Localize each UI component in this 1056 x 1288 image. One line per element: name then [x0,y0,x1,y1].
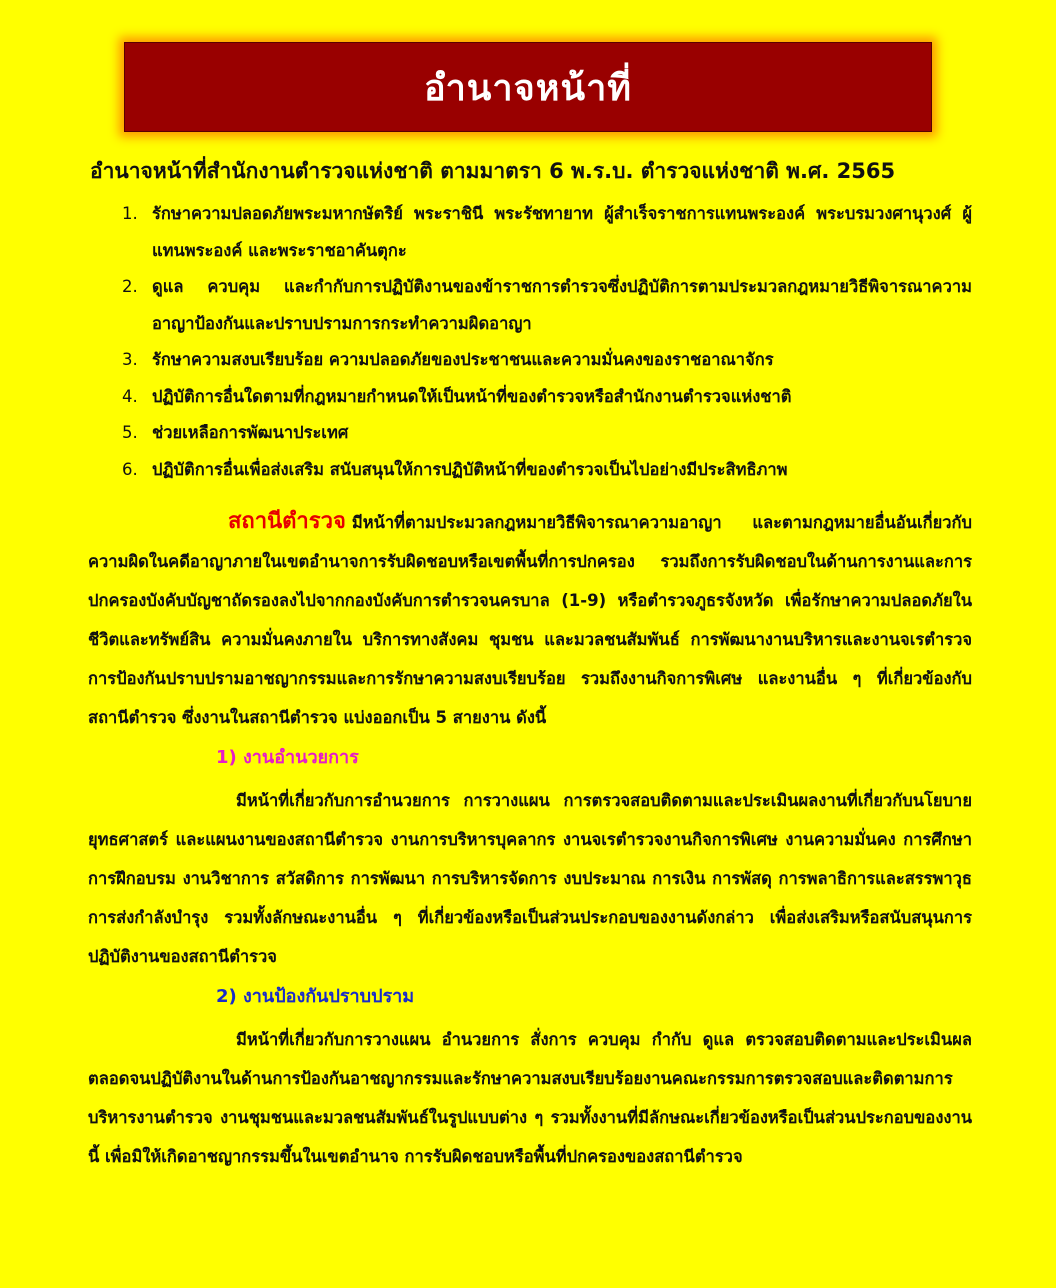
list-item: 2. ดูแล ควบคุม และกำกับการปฏิบัติงานของข้าราชการตำรวจซึ่งปฏิบัติการตามประมวลกฎหมายวิธีพิจารณาความอาญาป้องกันและปราบปรามการกระทำความผิดอาญา [122,277,972,333]
list-item: 4. ปฏิบัติการอื่นใดตามที่กฎหมายกำหนดให้เป็นหน้าที่ของตำรวจหรือสำนักงานตำรวจแห่งชาติ [122,386,792,406]
document-body [88,152,972,1176]
section-paragraph-prevention: มีหน้าที่เกี่ยวกับการวางแผน อำนวยการ สั่งการ ควบคุม กำกับ ดูแล ตรวจสอบติดตามและประเมินผล ตลอดจนปฏิบัติงานในด้านการป้องกันอาชญากรรมและรักษาความสงบเรียบร้อยงานคณะกรรมการตรวจสอบและติดตามการบริหารงานตำรวจ งานชุมชนและมวลชนสัมพันธ์ในรูปแบบต่าง ๆ รวมทั้งงานที่มีลักษณะเกี่ยวข้องหรือเป็นส่วนประกอบของงานนี้ เพื่อมิให้เกิดอาชญากรรมขึ้นในเขตอำนาจ การรับผิดชอบหรือพื้นที่ปกครองของสถานีตำรวจ [88,1030,972,1166]
list-item: 1. รักษาความปลอดภัยพระมหากษัตริย์ พระราชินี พระรัชทายาท ผู้สำเร็จราชการแทนพระองค์ พระบรมวงศานุวงศ์ ผู้แทนพระองค์ และพระราชอาคันตุกะ [122,204,972,260]
duties-list [88,196,972,488]
station-paragraph [88,502,972,737]
duties-heading: อำนาจหน้าที่สำนักงานตำรวจแห่งชาติ ตามมาตรา 6 พ.ร.บ. ตำรวจแห่งชาติ พ.ศ. 2565 [90,159,896,183]
list-item: 5. ช่วยเหลือการพัฒนาประเทศ [122,423,349,442]
title-banner [124,42,932,132]
list-item: 6. ปฏิบัติการอื่นเพื่อส่งเสริม สนับสนุนให้การปฏิบัติหน้าที่ของตำรวจเป็นไปอย่างมีประสิทธิภาพ [122,459,788,479]
section-title-admin: 1) งานอำนวยการ [216,747,359,768]
station-lead-word: สถานีตำรวจ [228,509,346,534]
station-text: มีหน้าที่ตามประมวลกฎหมายวิธีพิจารณาความอาญา และตามกฎหมายอื่นอันเกี่ยวกับความผิดในคดีอาญาภายในเขตอำนาจการรับผิดชอบหรือเขตพื้นที่การปกครอง รวมถึงการรับผิดชอบในด้านการงานและการปกครองบังคับบัญชาถัดรองลงไปจากกองบังคับการตำรวจนครบาล (1-9) หรือตำรวจภูธรจังหวัด เพื่อรักษาความปลอดภัยในชีวิตและทรัพย์สิน ความมั่นคงภายใน บริการทางสังคม ชุมชน และมวลชนสัมพันธ์ การพัฒนางานบริหารและงานจเรตำรวจ การป้องกันปราบปรามอาชญากรรมและการรักษาความสงบเรียบร้อย รวมถึงงานกิจการพิเศษ และงานอื่น ๆ ที่เกี่ยวข้องกับสถานีตำรวจ ซึ่งงานในสถานีตำรวจ แบ่งออกเป็น 5 สายงาน ดังนี้ [88,513,972,727]
section-title-prevention: 2) งานป้องกันปราบปราม [216,986,415,1007]
section-paragraph-admin: มีหน้าที่เกี่ยวกับการอำนวยการ การวางแผน การตรวจสอบติดตามและประเมินผลงานที่เกี่ยวกับนโยบาย ยุทธศาสตร์ และแผนงานของสถานีตำรวจ งานการบริหารบุคลากร งานจเรตำรวจงานกิจการพิเศษ งานความมั่นคง การศึกษา การฝึกอบรม งานวิชาการ สวัสดิการ การพัฒนา การบริหารจัดการ งบประมาณ การเงิน การพัสดุ การพลาธิการและสรรพาวุธ การส่งกำลังบำรุง รวมทั้งลักษณะงานอื่น ๆ ที่เกี่ยวข้องหรือเป็นส่วนประกอบของงานดังกล่าว เพื่อส่งเสริมหรือสนับสนุนการปฏิบัติงานของสถานีตำรวจ [88,791,972,966]
page-title: อำนาจหน้าที่ [423,67,633,109]
list-item: 3. รักษาความสงบเรียบร้อย ความปลอดภัยของประชาชนและความมั่นคงของราชอาณาจักร [122,350,774,369]
